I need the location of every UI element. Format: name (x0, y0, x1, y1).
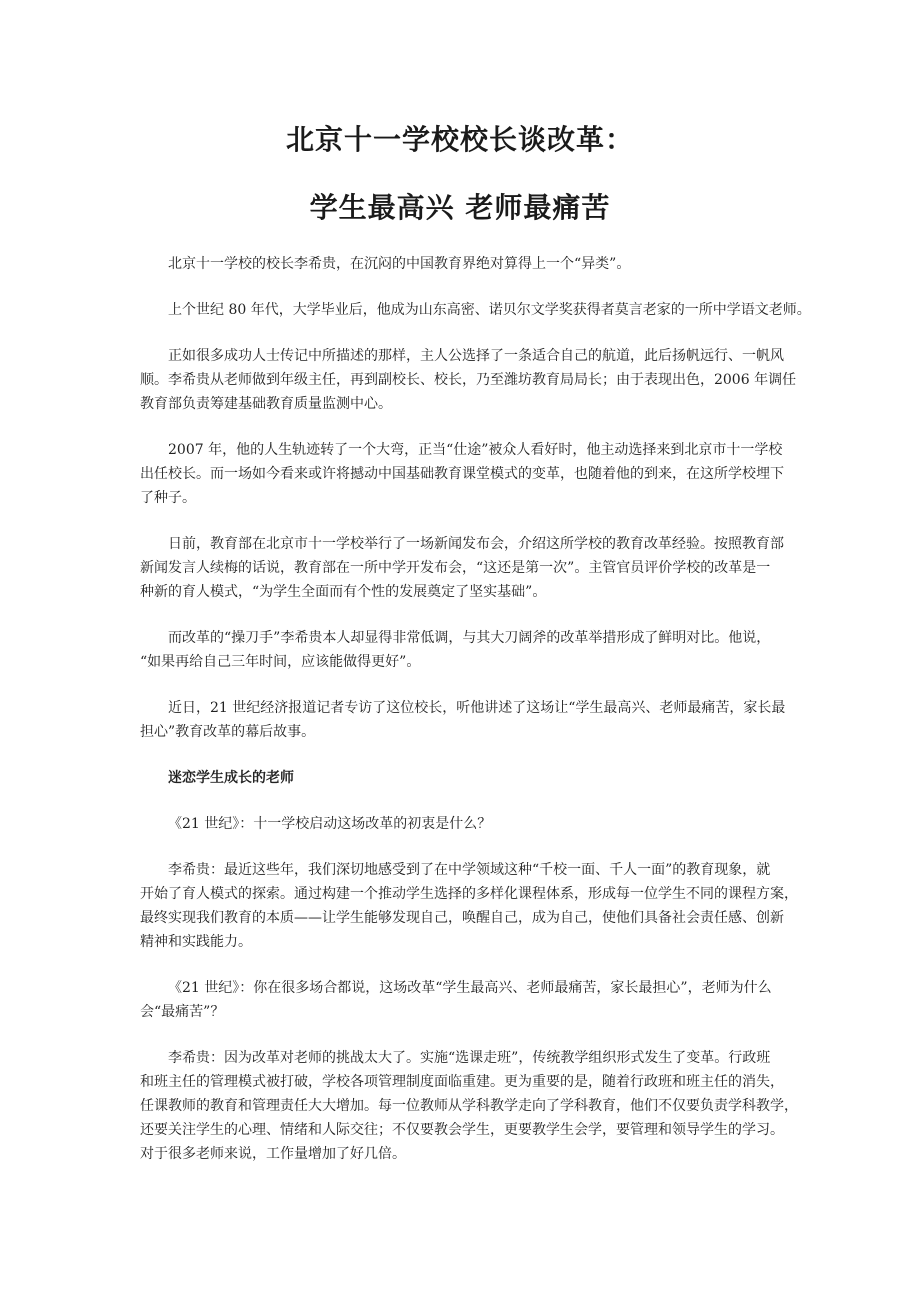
section-heading (140, 766, 790, 790)
text-line: 出任校长。而一场如今看来或许将撼动中国基础教育课堂模式的变革，也随着他的到来，在这所学校埋下 (140, 466, 784, 482)
paragraph (140, 438, 790, 510)
article-title-line-2: 学生最高兴 老师最痛苦 (309, 191, 611, 224)
text-line: 精神和实践能力。 (140, 934, 252, 950)
text-line: 了种子。 (140, 490, 196, 506)
paragraph (140, 298, 811, 322)
paragraph (140, 344, 797, 416)
text-line: 最终实现我们教育的本质——让学生能够发现自己，唤醒自己，成为自己，使他们具备社会责任感、创新 (140, 910, 784, 926)
text-line: 教育部负责筹建基础教育质量监测中心。 (140, 396, 392, 412)
text-line: 顺。李希贵从老师做到年级主任，再到副校长、校长，乃至潍坊教育局局长；由于表现出色，2006 年调任 (140, 372, 797, 388)
article-title-line-1: 北京十一学校校长谈改革： (285, 123, 634, 156)
text-line: 日前，教育部在北京市十一学校举行了一场新闻发布会，介绍这所学校的教育改革经验。按照教育部 (168, 536, 784, 552)
text-line: 2007 年，他的人生轨迹转了一个大弯，正当“仕途”被众人看好时，他主动选择来到北京市十一学校 (168, 442, 783, 458)
text-line: 迷恋学生成长的老师 (168, 770, 294, 786)
text-line: 《21 世纪》：十一学校启动这场改革的初衷是什么？ (168, 816, 492, 832)
text-line: 还要关注学生的心理、情绪和人际交往；不仅要教会学生，更要教学生会学，要管理和领导学生的学习。 (140, 1122, 784, 1138)
text-line: 上个世纪 80 年代，大学毕业后，他成为山东高密、诺贝尔文学奖获得者莫言老家的一所中学语文老师。 (168, 302, 811, 318)
paragraph (140, 812, 790, 836)
text-line: 任课教师的教育和管理责任大大增加。每一位教师从学科教学走向了学科教育，他们不仅要负责学科教学， (140, 1098, 798, 1114)
paragraph (140, 532, 790, 604)
text-line: 而改革的“操刀手”李希贵本人却显得非常低调，与其大刀阔斧的改革举措形成了鲜明对比。他说， (168, 630, 771, 646)
text-line: 开始了育人模式的探索。通过构建一个推动学生选择的多样化课程体系，形成每一位学生不同的课程方案， (140, 886, 798, 902)
text-line: 《21 世纪》：你在很多场合都说，这场改革“学生最高兴、老师最痛苦，家长最担心”，老师为什么 (168, 980, 772, 996)
paragraph (140, 976, 790, 1024)
text-line: 种新的育人模式，“为学生全面而有个性的发展奠定了坚实基础”。 (140, 584, 547, 600)
text-line: 近日，21 世纪经济报道记者专访了这位校长，听他讲述了这场让“学生最高兴、老师最痛苦，家长最 (168, 700, 786, 716)
text-line: 北京十一学校的校长李希贵，在沉闷的中国教育界绝对算得上一个“异类”。 (168, 256, 631, 272)
paragraph (140, 626, 790, 674)
text-line: 担心”教育改革的幕后故事。 (140, 724, 316, 740)
paragraph (140, 1046, 798, 1166)
text-line: 和班主任的管理模式被打破，学校各项管理制度面临重建。更为重要的是，随着行政班和班主任的消失， (140, 1074, 784, 1090)
text-line: “如果再给自己三年时间，应该能做得更好”。 (140, 654, 421, 670)
paragraph (140, 858, 798, 954)
text-line: 会“最痛苦”？ (140, 1004, 225, 1020)
text-line: 李希贵：最近这些年，我们深切地感受到了在中学领域这种“千校一面、千人一面”的教育现象，就 (168, 862, 771, 878)
paragraph (140, 696, 790, 744)
article-body (140, 252, 811, 1188)
text-line: 对于很多老师来说，工作量增加了好几倍。 (140, 1146, 406, 1162)
paragraph (140, 252, 790, 276)
text-line: 李希贵：因为改革对老师的挑战太大了。实施“选课走班”，传统教学组织形式发生了变革。行政班 (168, 1050, 771, 1066)
text-line: 新闻发言人续梅的话说，教育部在一所中学开发布会，“这还是第一次”。主管官员评价学校的改革是一 (140, 560, 771, 576)
text-line: 正如很多成功人士传记中所描述的那样，主人公选择了一条适合自己的航道，此后扬帆远行、一帆风 (168, 348, 784, 364)
